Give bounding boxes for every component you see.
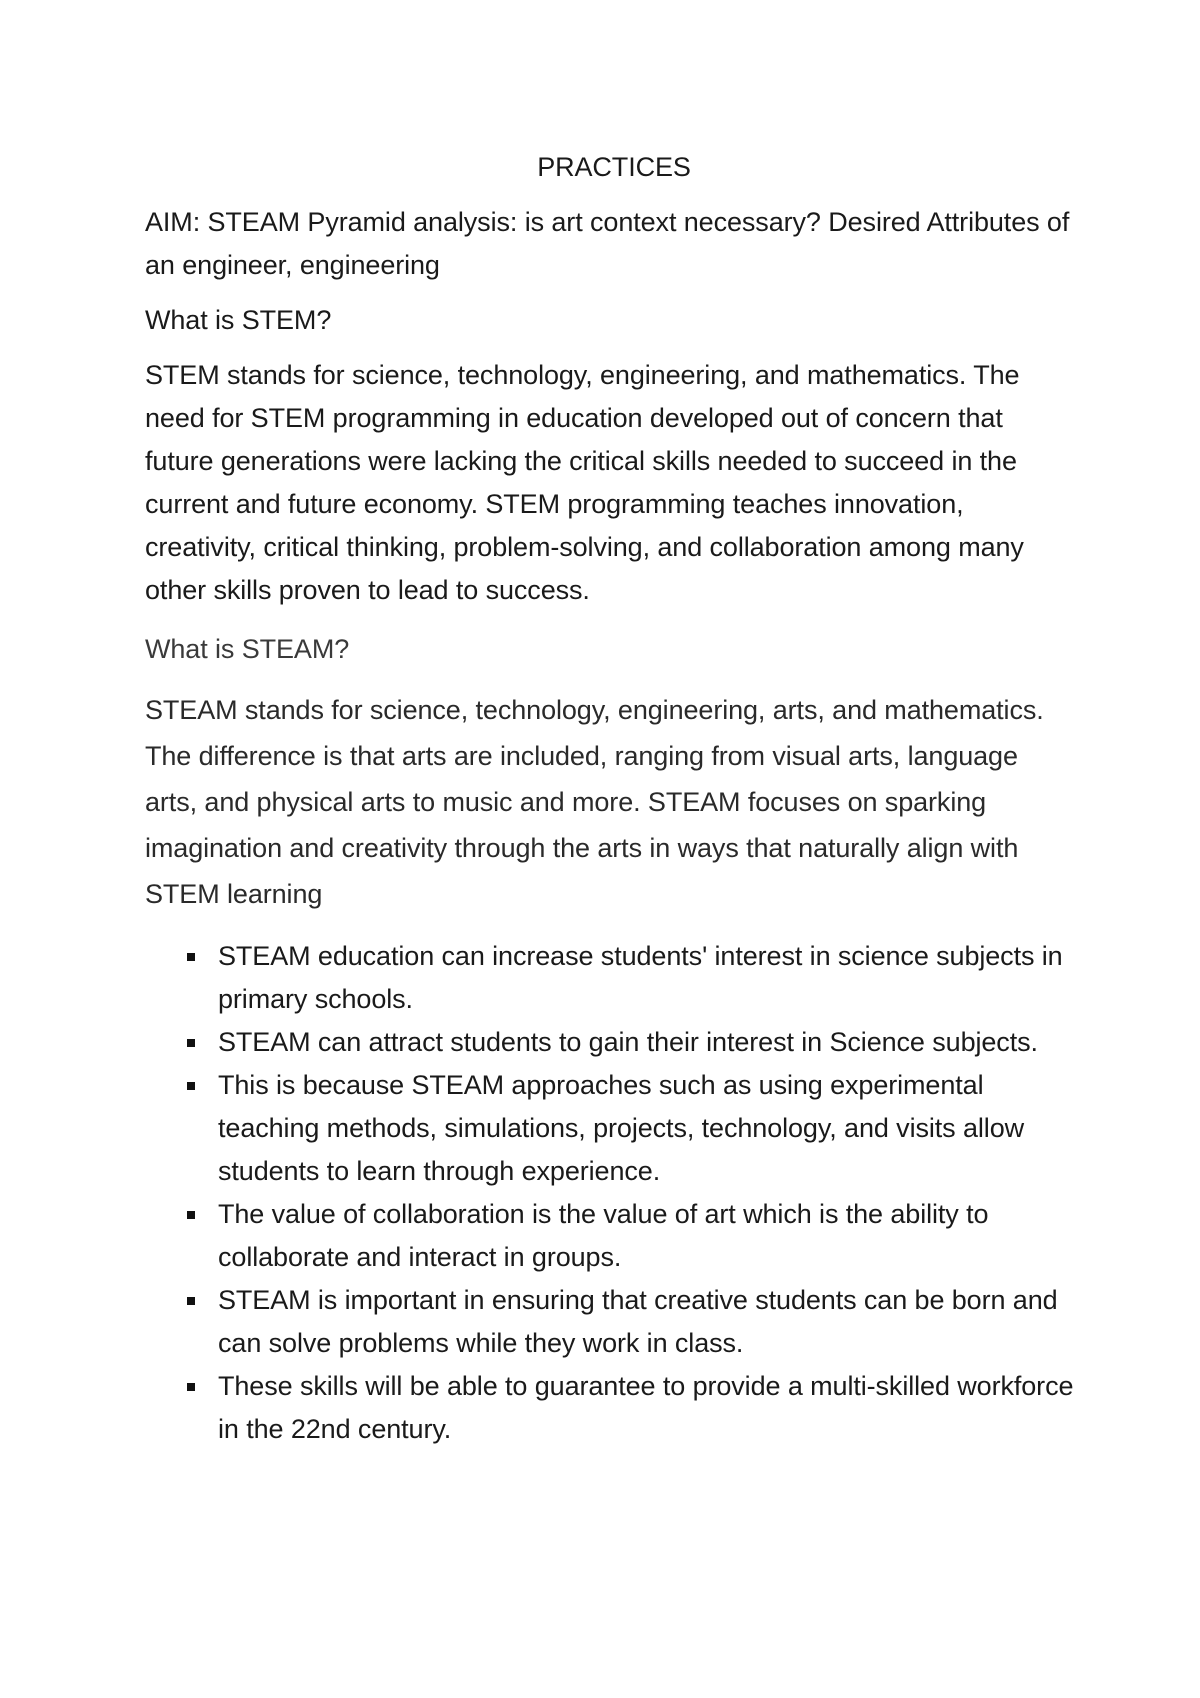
document-body: [145, 146, 1075, 1451]
list-item-text: STEAM is important in ensuring that creative students can be born and can solve problems while they work in class.: [218, 1285, 1058, 1358]
list-item: [145, 1193, 1075, 1279]
square-bullet-icon: [187, 1211, 195, 1219]
aim-statement: AIM: STEAM Pyramid analysis: is art context necessary? Desired Attributes of an engineer, engineering: [145, 207, 1070, 280]
square-bullet-icon: [187, 1383, 195, 1391]
list-item: [145, 1021, 1075, 1064]
list-item: [145, 1064, 1075, 1193]
steam-heading: What is STEAM?: [145, 634, 350, 664]
list-item: [145, 1279, 1075, 1365]
list-item-text: The value of collaboration is the value of art which is the ability to collaborate and interact in groups.: [218, 1199, 989, 1272]
bullet-list: [145, 935, 1075, 1451]
list-item-text: STEAM education can increase students' interest in science subjects in primary schools.: [218, 941, 1063, 1014]
steam-paragraph: STEAM stands for science, technology, engineering, arts, and mathematics. The difference is that arts are included, ranging from visual arts, language arts, and physical arts to music and more. STEAM focuses on sparking imagination and creativity through the arts in ways that naturally align with STEM learning: [145, 695, 1044, 909]
list-item: [145, 935, 1075, 1021]
list-item-text: This is because STEAM approaches such as using experimental teaching methods, simulations, projects, technology, and visits allow students to learn through experience.: [218, 1070, 1025, 1186]
stem-heading: What is STEM?: [145, 305, 332, 335]
list-item-text: These skills will be able to guarantee to provide a multi-skilled workforce in the 22nd century.: [218, 1371, 1074, 1444]
list-item-text: STEAM can attract students to gain their interest in Science subjects.: [218, 1027, 1038, 1057]
square-bullet-icon: [187, 1297, 195, 1305]
stem-paragraph: STEM stands for science, technology, engineering, and mathematics. The need for STEM programming in education developed out of concern that future generations were lacking the critical skills needed to succeed in the current and future economy. STEM programming teaches innovation, creativity, critical thinking, problem-solving, and collaboration among many other skills proven to lead to success.: [145, 360, 1024, 605]
square-bullet-icon: [187, 1082, 195, 1090]
square-bullet-icon: [187, 1039, 195, 1047]
square-bullet-icon: [187, 953, 195, 961]
list-item: [145, 1365, 1075, 1451]
page-title: PRACTICES: [537, 152, 691, 182]
